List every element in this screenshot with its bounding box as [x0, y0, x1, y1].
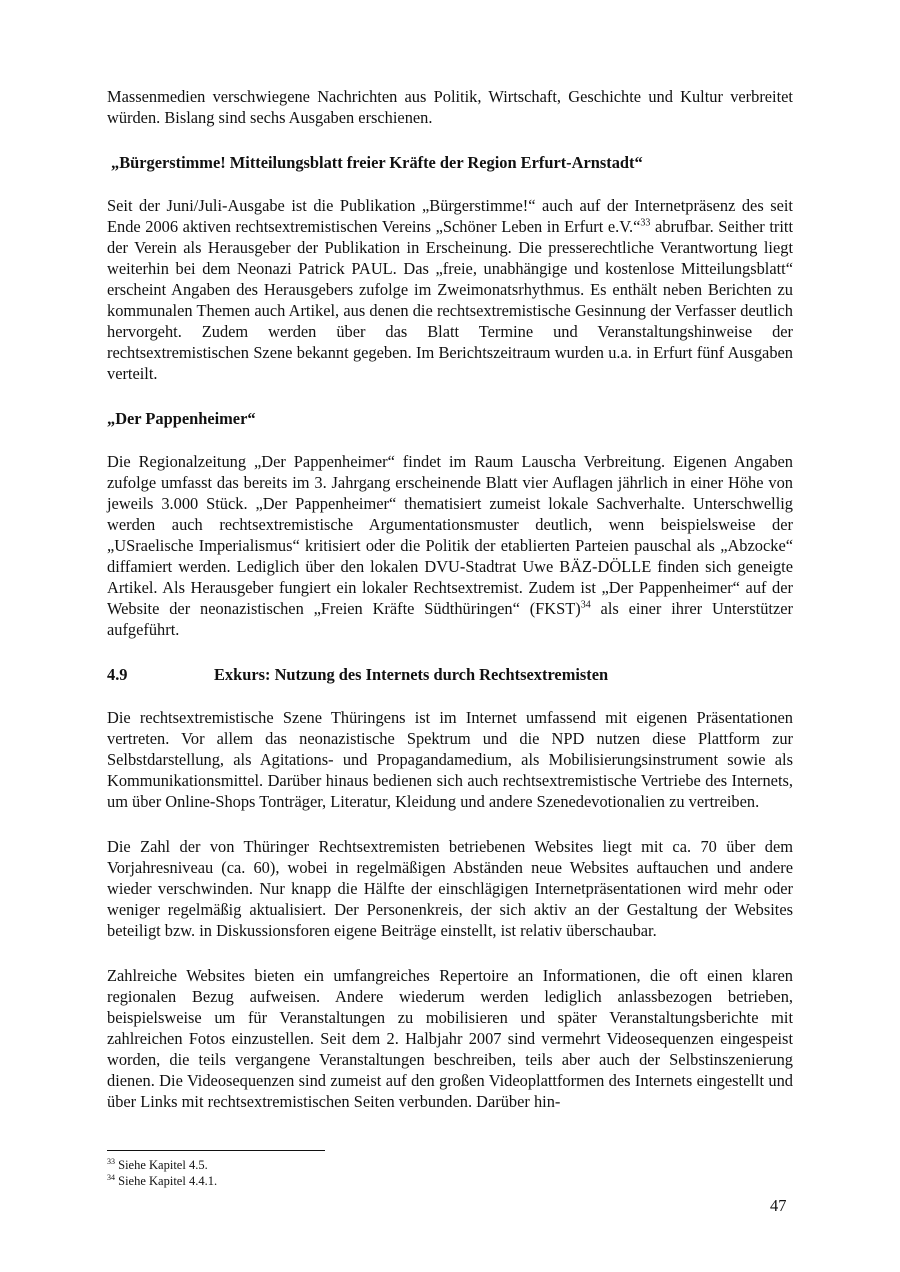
section-heading [107, 664, 793, 685]
section-paragraph-2: Die Zahl der von Thüringer Rechtsextremisten betriebenen Websites liegt mit ca. 70 über dem Vorjahresniveau (ca. 60), wobei in regelmäßigen Abständen neue Websites auftauchen und andere wieder verschwinden. Nur knapp die Hälfte der einschlägigen Internetpräsentationen wird mehr oder weniger regelmäßig aktualisiert. Der Personenkreis, der sich aktiv an der Gestaltung der Websites beteiligt bzw. in Diskussionsforen eigene Beiträge einstellt, ist relativ überschaubar. [107, 837, 793, 940]
pappenheimer-text-b: als einer ihrer Unterstützer aufgeführt. [107, 599, 793, 639]
pappenheimer-heading: „Der Pappenheimer“ [107, 409, 256, 428]
footnote-ref-34: 34 [580, 599, 591, 611]
document-page [107, 86, 793, 1112]
section-title: Exkurs: Nutzung des Internets durch Rechtsextremisten [214, 665, 609, 684]
footnotes [107, 1150, 793, 1189]
page-number: 47 [770, 1196, 787, 1215]
footnote-number: 34 [107, 1172, 115, 1182]
buergerstimme-text-b: abrufbar. Seither tritt der Verein als Herausgeber der Publikation in Erscheinung. Die presserechtliche Verantwortung liegt weiterhin bei dem Neonazi Patrick PAUL. Das „freie, unabhängige und kostenlose Mitteilungsblatt“ erscheint Angaben des Herausgebers zufolge im Zweimonatsrhythmus. Es enthält neben Berichten zu kommunalen Themen auch Artikel, aus denen die rechtsextremistische Gesinnung der Verfasser deutlich hervorgeht. Zudem werden über das Blatt Termine und Veranstaltungshinweise der rechtsextremistischen Szene bekannt gegeben. Im Berichtszeitraum wurden u.a. in Erfurt fünf Ausgaben verteilt. [107, 217, 793, 383]
pappenheimer-paragraph [107, 451, 793, 640]
footnote-number: 33 [107, 1156, 115, 1166]
intro-paragraph: Massenmedien verschwiegene Nachrichten aus Politik, Wirtschaft, Geschichte und Kultur verbreitet würden. Bislang sind sechs Ausgaben erschienen. [107, 87, 793, 127]
footnote-text: Siehe Kapitel 4.5. [115, 1158, 208, 1172]
section-paragraph-3: Zahlreiche Websites bieten ein umfangreiches Repertoire an Informationen, die oft einen klaren regionalen Bezug aufweisen. Andere wiederum werden lediglich anlassbezogen betrieben, beispielsweise um für Veranstaltungen zu mobilisieren und später Veranstaltungsberichte mit zahlreichen Fotos einzustellen. Seit dem 2. Halbjahr 2007 sind vermehrt Videosequenzen eingespeist worden, die teils vergangene Veranstaltungen beschreiben, teils aber auch der Selbstinszenierung dienen. Die Videosequenzen sind zumeist auf den großen Videoplattformen des Internets eingestellt und über Links mit rechtsextremistischen Seiten verbunden. Darüber hin- [107, 966, 793, 1111]
buergerstimme-text-a: Seit der Juni/Juli-Ausgabe ist die Publikation „Bürgerstimme!“ auch auf der Internetpräsenz des seit Ende 2006 aktiven rechtsextremistischen Vereins „Schöner Leben in Erfurt e.V.“ [107, 196, 793, 236]
footnote-34 [107, 1173, 793, 1189]
footnote-text: Siehe Kapitel 4.4.1. [115, 1174, 218, 1188]
footnote-divider [107, 1150, 325, 1151]
footnote-ref-33: 33 [640, 217, 651, 229]
pappenheimer-text-a: Die Regionalzeitung „Der Pappenheimer“ findet im Raum Lauscha Verbreitung. Eigenen Angaben zufolge umfasst das bereits im 3. Jahrgang erscheinende Blatt vier Auflagen jährlich in einer Höhe von jeweils 3.000 Stück. „Der Pappenheimer“ thematisiert zumeist lokale Sachverhalte. Unterschwellig werden auch rechtsextremistische Argumentationsmuster deutlich, wenn beispielsweise der „USraelische Imperialismus“ kritisiert oder die Politik der etablierten Parteien pauschal als „Abzocke“ diffamiert werden. Lediglich über den lokalen DVU-Stadtrat Uwe BÄZ-DÖLLE finden sich geneigte Artikel. Als Herausgeber fungiert ein lokaler Rechtsextremist. Zudem ist „Der Pappenheimer“ auf der Website der neonazistischen „Freien Kräfte Südthüringen“ (FKST) [107, 452, 793, 618]
footnote-33 [107, 1157, 793, 1173]
section-paragraph-1: Die rechtsextremistische Szene Thüringens ist im Internet umfassend mit eigenen Präsentationen vertreten. Vor allem das neonazistische Spektrum und die NPD nutzen diese Plattform zur Selbstdarstellung, als Agitations- und Propagandamedium, als Mobilisierungsinstrument sowie als Kommunikationsmittel. Darüber hinaus bedienen sich auch rechtsextremistische Vertriebe des Internets, um über Online-Shops Tonträger, Literatur, Kleidung und andere Szenedevotionalien zu vertreiben. [107, 708, 793, 811]
buergerstimme-heading: „Bürgerstimme! Mitteilungsblatt freier Kräfte der Region Erfurt-Arnstadt“ [111, 153, 643, 172]
buergerstimme-paragraph [107, 195, 793, 384]
section-number: 4.9 [107, 665, 128, 684]
